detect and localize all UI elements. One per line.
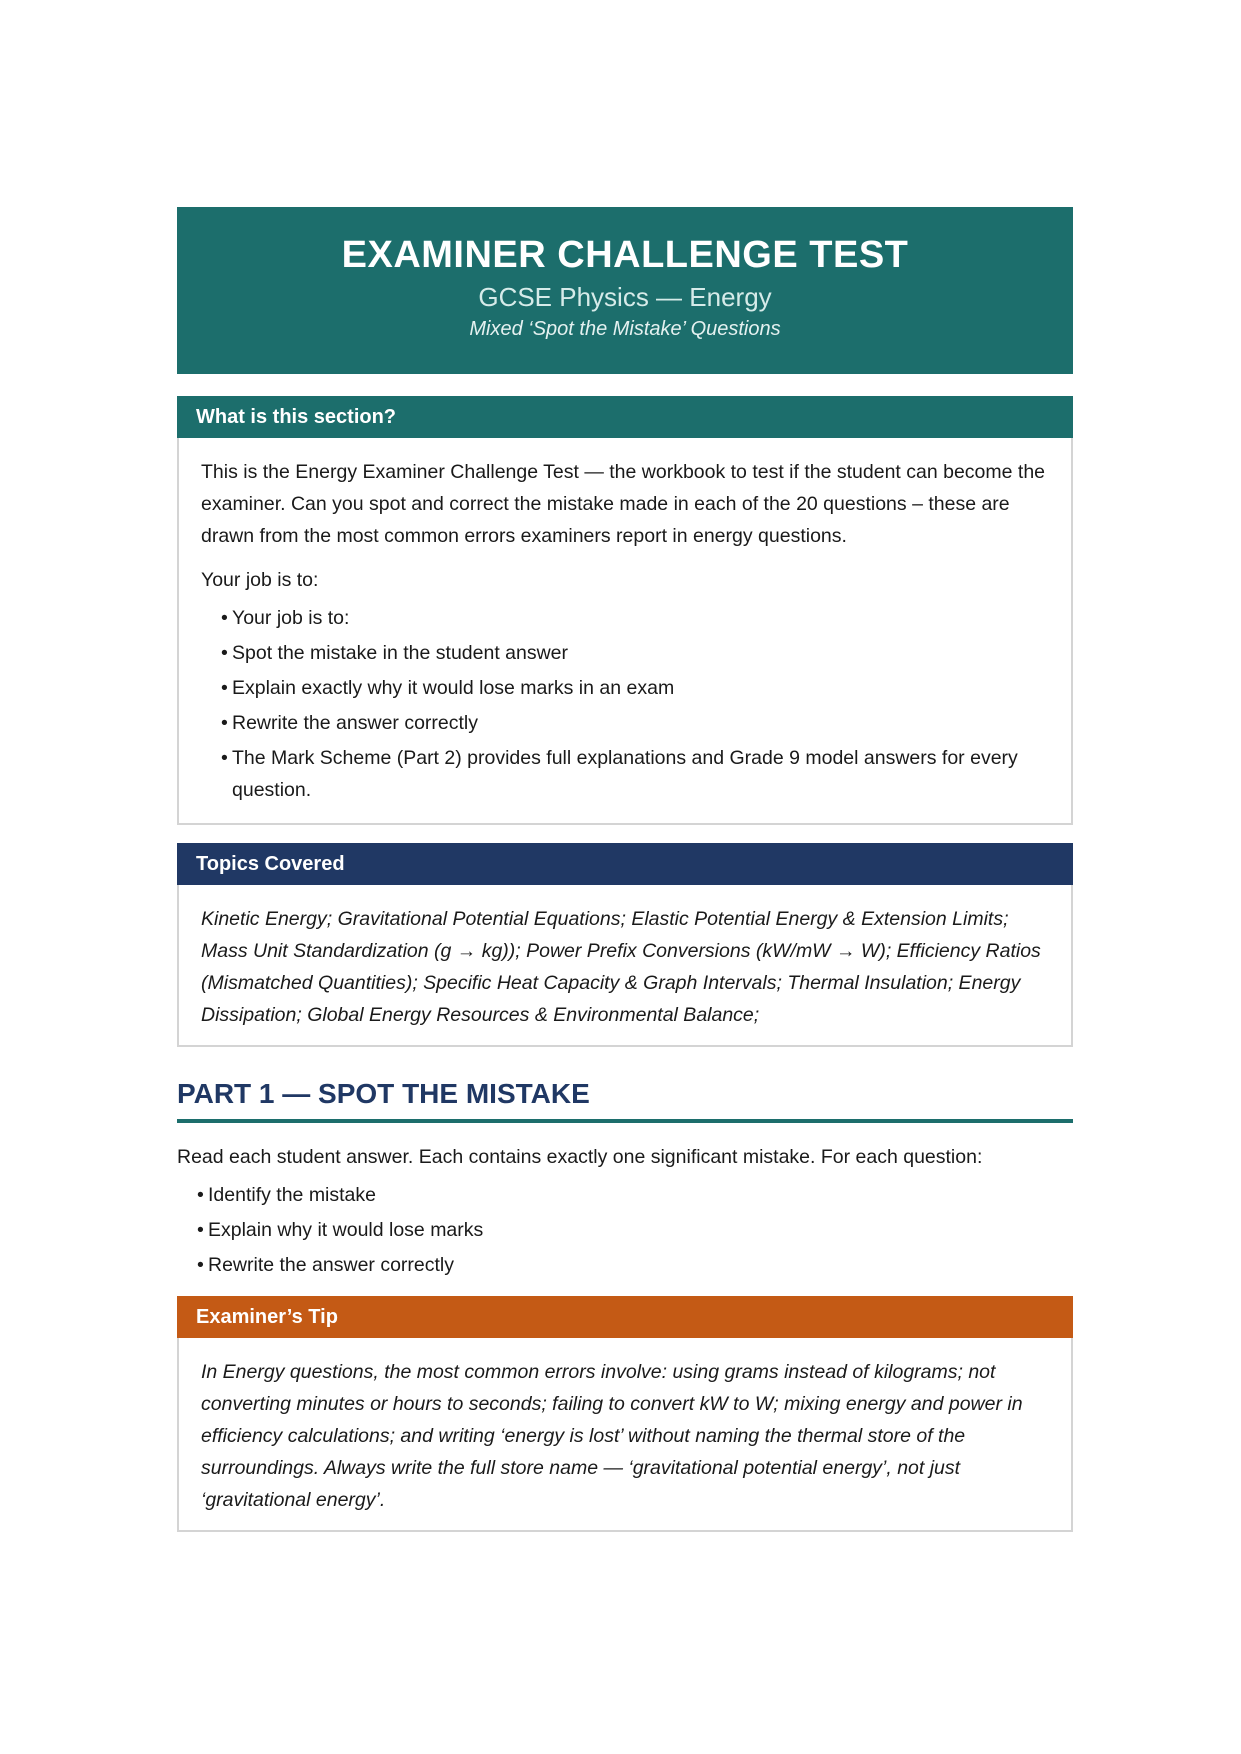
part1-intro: Read each student answer. Each contains exactly one significant mistake. For each question: [177, 1146, 983, 1168]
list-item: • The Mark Scheme (Part 2) provides full explanations and Grade 9 model answers for every question. [221, 742, 1049, 806]
page-tagline: Mixed ‘Spot the Mistake’ Questions [469, 318, 781, 340]
page-subtitle: GCSE Physics — Energy [478, 282, 772, 312]
list-item: • Your job is to: [221, 602, 1049, 634]
part1-list [177, 1179, 1073, 1281]
list-item: • Identify the mistake [197, 1179, 1073, 1211]
examiner-tip-box [177, 1296, 1073, 1532]
what-section-heading: What is this section? [177, 396, 1073, 438]
job-intro: Your job is to: [201, 569, 319, 591]
what-section-box [177, 396, 1073, 825]
part1-heading: PART 1 — SPOT THE MISTAKE [177, 1076, 1073, 1123]
list-item: • Spot the mistake in the student answer [221, 637, 1049, 669]
what-section-paragraph: This is the Energy Examiner Challenge Test — the workbook to test if the student can become the examiner. Can you spot and correct the mistake made in each of the 20 questions – these are drawn from the most common errors examiners report in energy questions. [201, 461, 1046, 547]
topics-heading: Topics Covered [177, 843, 1073, 885]
tip-text: In Energy questions, the most common errors involve: using grams instead of kilograms; not converting minutes or hours to seconds; failing to convert kW to W; mixing energy and power in efficiency calculations; and writing ‘energy is lost’ without naming the thermal store of the surroundings. Always write the full store name — ‘gravitational potential energy’, not just ‘gravitational energy’. [201, 1361, 1023, 1511]
topics-box [177, 843, 1073, 1047]
title-banner [177, 207, 1073, 374]
tip-heading: Examiner’s Tip [177, 1296, 1073, 1338]
worksheet-page [177, 207, 1073, 1532]
list-item: • Explain why it would lose marks [197, 1214, 1073, 1246]
topics-text: Kinetic Energy; Gravitational Potential Equations; Elastic Potential Energy & Extension Limits; Mass Unit Standardization (g → kg)); Power Prefix Conversions (kW/mW → W); Efficiency Ratios (Mismatched Quantities); Specific Heat Capacity & Graph Intervals; Thermal Insulation; Energy Dissipation; Global Energy Resources & Environmental Balance; [201, 908, 1041, 1026]
list-item: • Explain exactly why it would lose marks in an exam [221, 672, 1049, 704]
list-item: • Rewrite the answer correctly [197, 1249, 1073, 1281]
job-list [201, 602, 1049, 806]
page-title: EXAMINER CHALLENGE TEST [341, 234, 909, 276]
list-item: • Rewrite the answer correctly [221, 707, 1049, 739]
